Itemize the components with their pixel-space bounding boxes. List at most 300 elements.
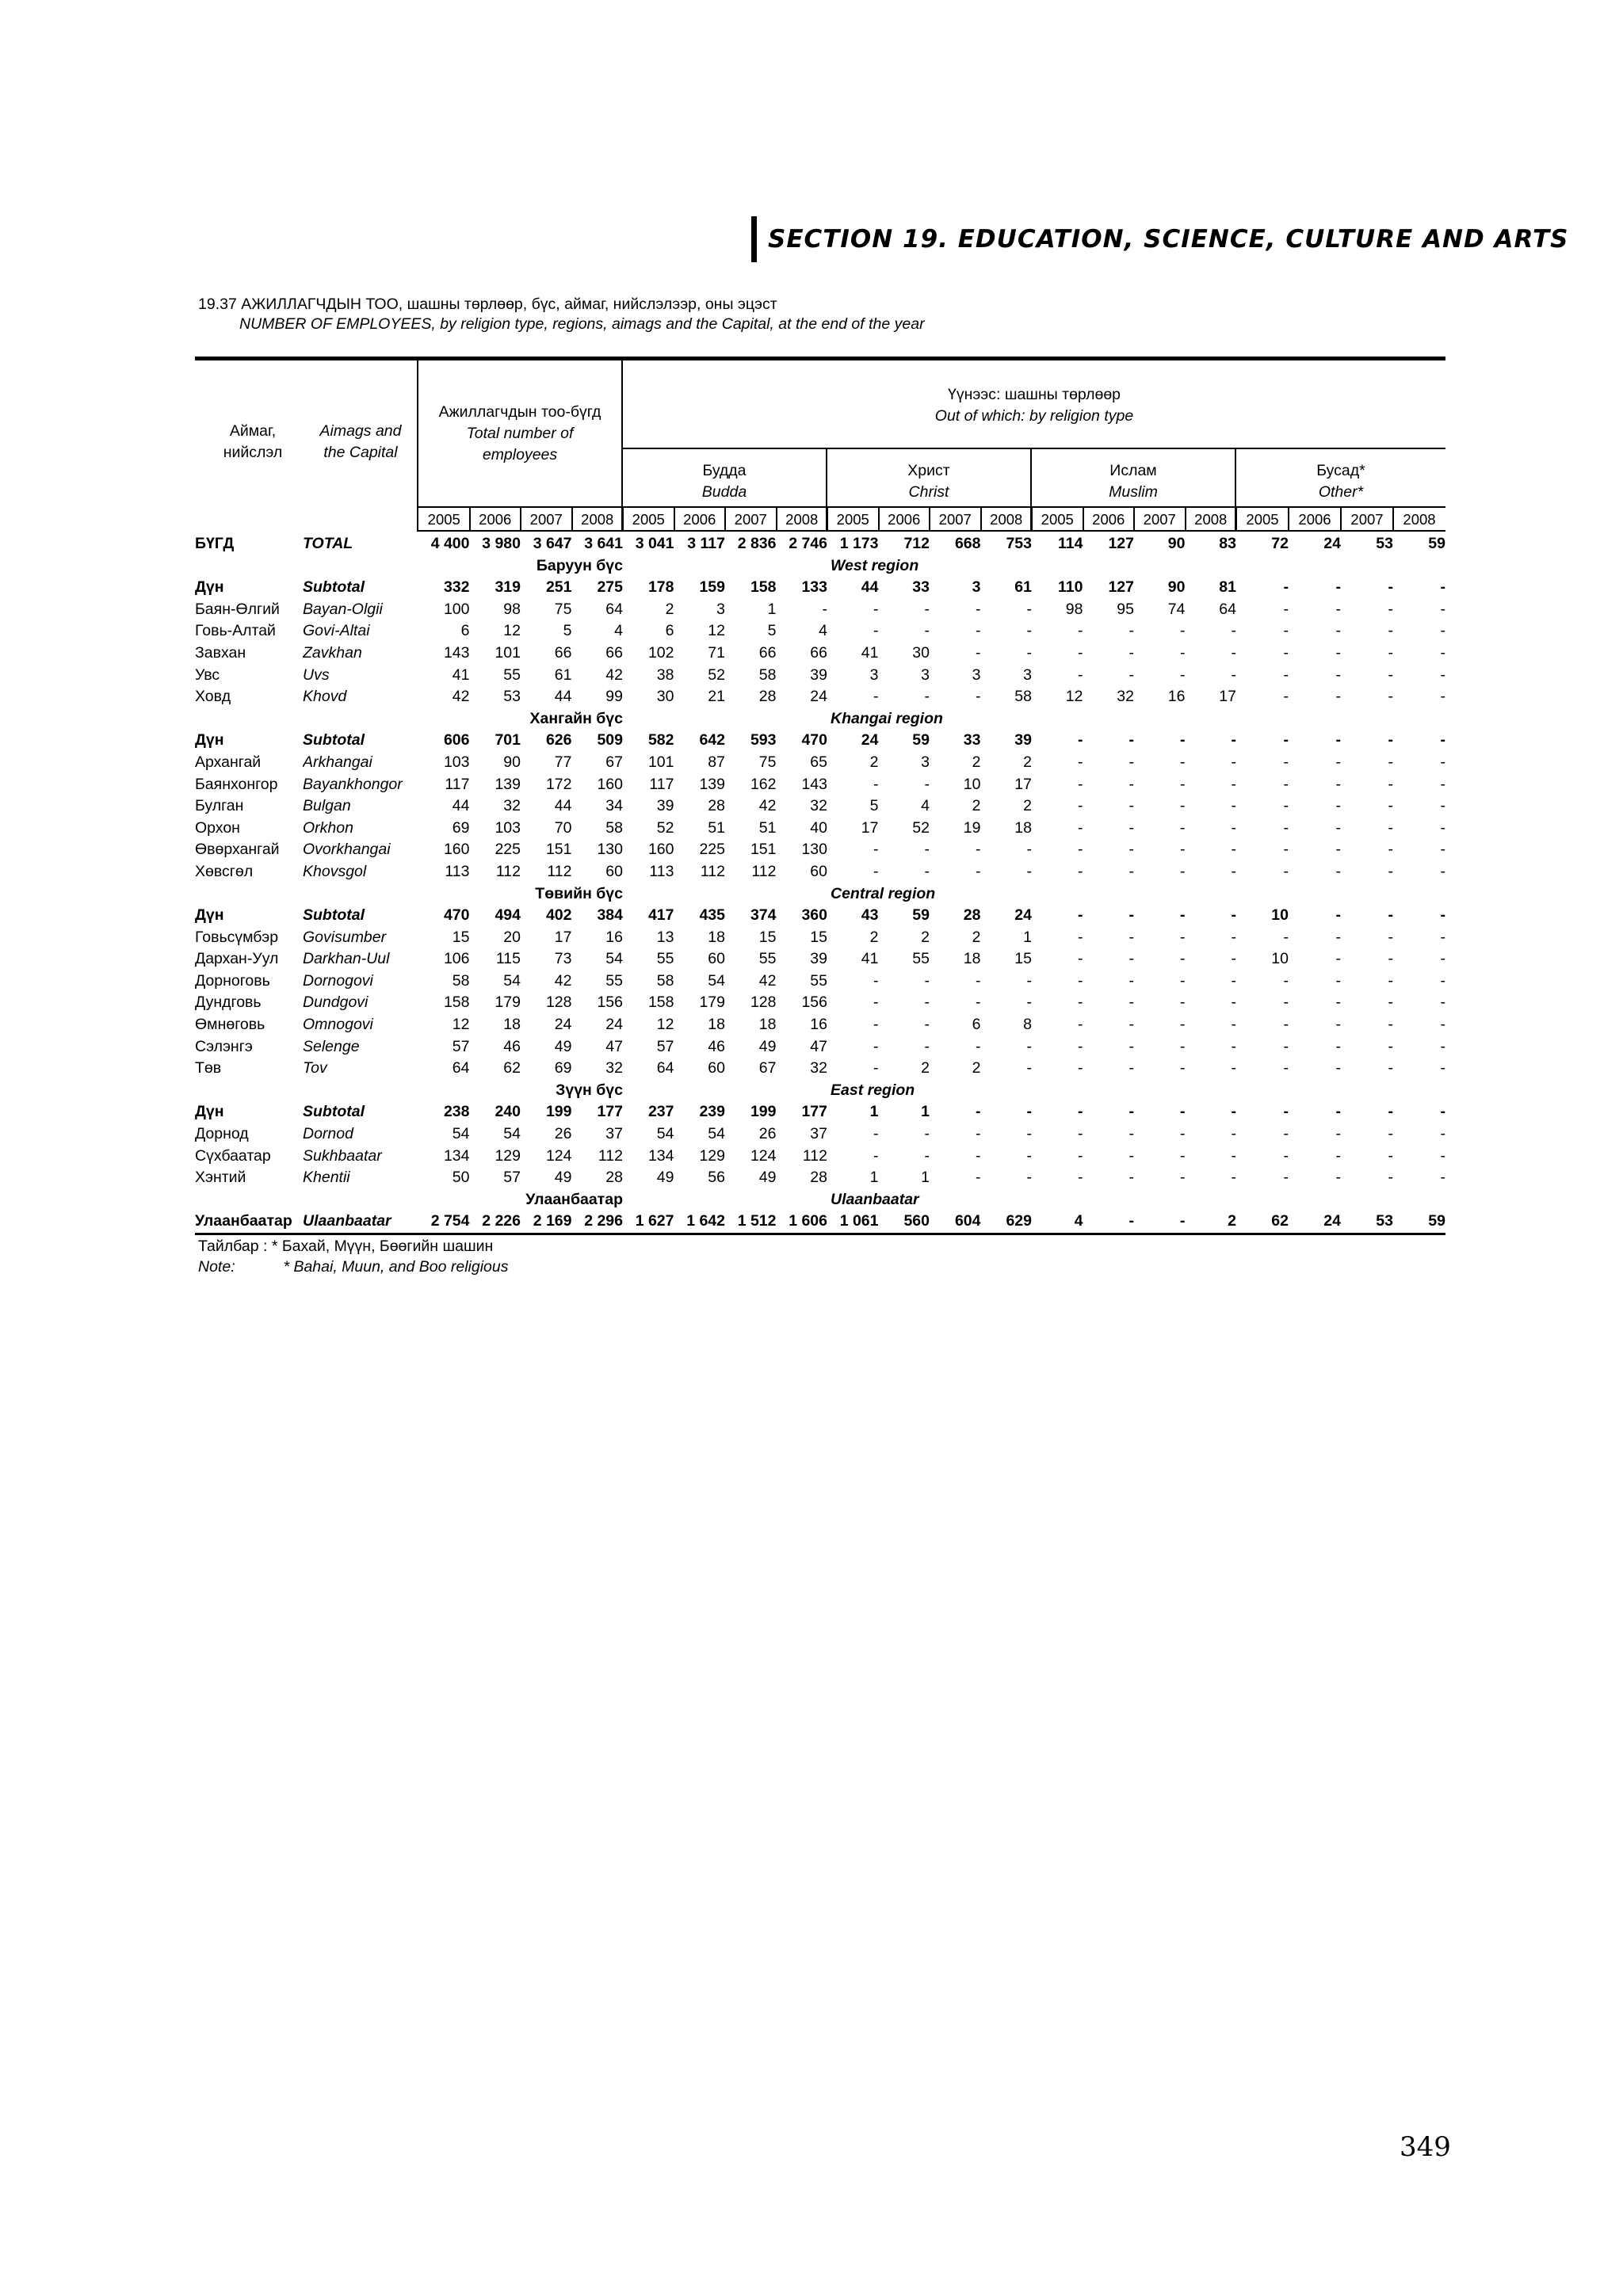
aimag-name-mn: Өвөрхангай — [195, 841, 280, 859]
value-cell: - — [1026, 643, 1032, 662]
value-cell: - — [1078, 753, 1083, 771]
religion-header: Үүнээс: шашны төрлөөр Out of which: by religion type — [934, 386, 1134, 425]
value-cell: 2 — [972, 1059, 981, 1077]
value-cell: - — [1335, 928, 1341, 946]
value-cell: 24 — [605, 1016, 623, 1034]
table-row — [195, 971, 1445, 993]
value-cell: 3 — [1023, 666, 1032, 684]
value-cell: 57 — [503, 1169, 521, 1187]
value-cell: - — [924, 862, 930, 880]
year-cell: 2005 — [1246, 511, 1279, 528]
value-cell: 12 — [708, 622, 725, 640]
value-cell: - — [1128, 928, 1134, 946]
value-cell: - — [1283, 971, 1289, 990]
table-row — [195, 643, 1445, 665]
value-cell: 143 — [801, 775, 827, 793]
value-cell: - — [1026, 862, 1032, 880]
value-cell: 64 — [605, 600, 623, 618]
value-cell: - — [873, 1125, 879, 1143]
value-cell: - — [1128, 841, 1134, 859]
value-cell: - — [1180, 643, 1186, 662]
year-cell: 2008 — [1194, 511, 1228, 528]
value-cell: 606 — [443, 731, 470, 749]
value-cell: 127 — [1108, 578, 1134, 597]
value-cell: - — [1078, 818, 1083, 837]
value-cell: 39 — [656, 797, 674, 815]
value-cell: 50 — [452, 1169, 470, 1187]
value-cell: 13 — [656, 928, 674, 946]
value-cell: 59 — [1428, 1212, 1445, 1230]
value-cell: - — [1440, 666, 1445, 684]
value-cell: 24 — [861, 731, 879, 749]
value-cell: - — [1180, 1212, 1186, 1230]
value-cell: - — [1128, 1059, 1134, 1077]
value-cell: 39 — [1014, 731, 1032, 749]
value-cell: - — [1231, 971, 1236, 990]
value-cell: - — [976, 1125, 981, 1143]
value-cell: 90 — [1167, 578, 1186, 597]
value-cell: - — [873, 1059, 879, 1077]
value-cell: 151 — [750, 841, 777, 859]
value-cell: - — [1283, 994, 1289, 1012]
page-number: 349 — [1400, 2131, 1451, 2163]
value-cell: - — [1078, 950, 1083, 968]
value-cell: - — [1283, 643, 1289, 662]
value-cell: 64 — [656, 1059, 674, 1077]
value-cell: 95 — [1117, 600, 1134, 618]
aimag-name-mn: Говь-Алтай — [195, 622, 276, 640]
year-cell: 2007 — [1143, 511, 1176, 528]
table-row — [195, 1101, 1445, 1123]
value-cell: 30 — [912, 643, 930, 662]
value-cell: - — [1388, 688, 1393, 706]
value-cell: - — [1440, 841, 1445, 859]
value-cell: 151 — [545, 841, 572, 859]
value-cell: 53 — [1376, 535, 1393, 552]
value-cell: - — [1180, 1103, 1186, 1121]
value-cell: - — [873, 1016, 879, 1034]
value-cell: 101 — [495, 643, 521, 662]
islam-header: Ислам Muslim — [1109, 462, 1158, 501]
value-cell: - — [1180, 1016, 1186, 1034]
value-cell: 58 — [452, 971, 470, 990]
value-cell: - — [1440, 950, 1445, 968]
value-cell: - — [1335, 797, 1341, 815]
value-cell: 42 — [605, 666, 623, 684]
aimag-name-en: Ulaanbaatar — [303, 1212, 391, 1230]
value-cell: - — [1026, 622, 1032, 640]
value-cell: 24 — [554, 1016, 572, 1034]
value-cell: 30 — [656, 688, 674, 706]
aimag-name-mn: Дүн — [195, 578, 224, 597]
value-cell: - — [1128, 862, 1134, 880]
table-row — [195, 730, 1445, 752]
region-row — [195, 883, 1445, 906]
value-cell: - — [1440, 775, 1445, 793]
value-cell: - — [1283, 1146, 1289, 1165]
value-cell: - — [873, 622, 879, 640]
value-cell: 112 — [547, 862, 572, 880]
value-cell: 60 — [810, 862, 827, 880]
value-cell: 43 — [861, 906, 879, 925]
aimag-header-en: Aimags and the Capital — [319, 422, 402, 461]
value-cell: 139 — [699, 775, 725, 793]
aimag-name-en: Khovd — [303, 688, 347, 706]
value-cell: - — [1283, 753, 1289, 771]
value-cell: - — [976, 994, 981, 1012]
value-cell: - — [1078, 906, 1083, 925]
value-cell: 28 — [708, 797, 725, 815]
total-header: Ажиллагчдын тоо-бүгд Total number of employees — [438, 403, 601, 463]
value-cell: 32 — [503, 797, 521, 815]
value-cell: 26 — [554, 1125, 572, 1143]
value-cell: 1 627 — [635, 1212, 674, 1230]
aimag-name-mn: Баянхонгор — [195, 775, 278, 793]
value-cell: 3 — [972, 666, 981, 684]
value-cell: - — [1388, 1016, 1393, 1034]
value-cell: - — [1078, 1169, 1083, 1187]
region-row — [195, 555, 1445, 578]
value-cell: 130 — [801, 841, 827, 859]
value-cell: - — [1335, 1146, 1341, 1165]
value-cell: - — [1440, 906, 1445, 925]
aimag-name-mn: Дорноговь — [195, 971, 270, 990]
value-cell: 21 — [708, 688, 725, 706]
value-cell: 47 — [605, 1037, 623, 1055]
value-cell: - — [924, 600, 930, 618]
value-cell: - — [1335, 906, 1341, 925]
aimag-name-mn: Сүхбаатар — [195, 1146, 271, 1165]
value-cell: 58 — [758, 666, 777, 684]
table-row — [195, 992, 1445, 1014]
value-cell: - — [1283, 1059, 1289, 1077]
value-cell: 10 — [963, 775, 981, 793]
value-cell: 2 — [921, 928, 930, 946]
value-cell: 129 — [699, 1146, 725, 1165]
value-cell: 360 — [801, 906, 827, 925]
value-cell: - — [1231, 862, 1236, 880]
table-row — [195, 686, 1445, 708]
value-cell: 40 — [810, 818, 827, 837]
value-cell: - — [1335, 818, 1341, 837]
value-cell: 54 — [503, 971, 521, 990]
value-cell: - — [1440, 994, 1445, 1012]
aimag-name-mn: Дархан-Уул — [195, 950, 279, 968]
budda-header: Будда Budda — [701, 462, 747, 501]
region-row — [195, 1189, 1445, 1211]
value-cell: - — [1388, 1103, 1393, 1121]
value-cell: 435 — [699, 906, 725, 925]
region-name-mn: Хангайн бүс — [529, 709, 623, 727]
value-cell: 3 — [716, 600, 725, 618]
value-cell: - — [976, 643, 981, 662]
value-cell: - — [1231, 1146, 1236, 1165]
table-row — [195, 577, 1445, 599]
value-cell: 60 — [708, 1059, 725, 1077]
value-cell: - — [1335, 1037, 1341, 1055]
value-cell: 626 — [545, 731, 572, 749]
value-cell: 179 — [495, 994, 521, 1012]
value-cell: 15 — [810, 928, 827, 946]
aimag-name-mn: Дүн — [195, 731, 224, 749]
year-cell: 2005 — [1041, 511, 1074, 528]
value-cell: 59 — [1428, 535, 1445, 552]
value-cell: - — [924, 1016, 930, 1034]
region-name-mn: Төвийн бүс — [535, 884, 623, 902]
value-cell: - — [1128, 1103, 1134, 1121]
aimag-name-mn: Завхан — [195, 643, 246, 662]
value-cell: - — [1335, 950, 1341, 968]
value-cell: - — [1231, 841, 1236, 859]
value-cell: 28 — [963, 906, 981, 925]
value-cell: 2 — [1023, 797, 1032, 815]
value-cell: - — [1388, 950, 1393, 968]
value-cell: 1 061 — [839, 1212, 879, 1230]
value-cell: 53 — [503, 688, 521, 706]
section-bar — [751, 216, 757, 262]
value-cell: - — [1283, 818, 1289, 837]
value-cell: - — [1388, 1169, 1393, 1187]
value-cell: 4 — [1074, 1212, 1083, 1230]
value-cell: - — [1440, 622, 1445, 640]
value-cell: 177 — [801, 1103, 827, 1121]
table-row — [195, 665, 1445, 687]
value-cell: - — [1440, 818, 1445, 837]
value-cell: 42 — [758, 797, 777, 815]
value-cell: 87 — [708, 753, 725, 771]
value-cell: 19 — [963, 818, 981, 837]
value-cell: 103 — [443, 753, 470, 771]
value-cell: - — [1440, 1037, 1445, 1055]
value-cell: - — [924, 1146, 930, 1165]
value-cell: - — [1180, 818, 1186, 837]
value-cell: 52 — [912, 818, 930, 837]
value-cell: 158 — [443, 994, 470, 1012]
value-cell: - — [1388, 1059, 1393, 1077]
value-cell: - — [1180, 862, 1186, 880]
value-cell: - — [1231, 753, 1236, 771]
aimag-name-mn: Орхон — [195, 818, 240, 837]
value-cell: - — [1335, 753, 1341, 771]
value-cell: 172 — [545, 775, 572, 793]
value-cell: - — [1026, 1103, 1032, 1121]
value-cell: 5 — [869, 797, 879, 815]
aimag-name-mn: БҮГД — [195, 535, 235, 552]
value-cell: 42 — [758, 971, 777, 990]
value-cell: 139 — [495, 775, 521, 793]
value-cell: 1 — [921, 1103, 930, 1121]
value-cell: 33 — [912, 578, 930, 597]
value-cell: 225 — [495, 841, 521, 859]
value-cell: 46 — [708, 1037, 725, 1055]
value-cell: 51 — [758, 818, 777, 837]
value-cell: 53 — [1376, 1212, 1393, 1230]
value-cell: - — [1231, 994, 1236, 1012]
aimag-name-en: Dundgovi — [303, 994, 369, 1012]
value-cell: - — [924, 775, 930, 793]
value-cell: - — [1128, 971, 1134, 990]
value-cell: - — [1283, 1037, 1289, 1055]
value-cell: - — [1078, 643, 1083, 662]
value-cell: - — [1128, 643, 1134, 662]
value-cell: 417 — [647, 906, 674, 925]
value-cell: - — [1180, 666, 1186, 684]
value-cell: 1 642 — [686, 1212, 725, 1230]
region-name-en: West region — [831, 556, 919, 574]
value-cell: 24 — [810, 688, 827, 706]
value-cell: 127 — [1108, 535, 1134, 552]
value-cell: 2 746 — [789, 535, 827, 552]
value-cell: - — [1388, 753, 1393, 771]
value-cell: 12 — [1065, 688, 1083, 706]
value-cell: 90 — [503, 753, 521, 771]
value-cell: 112 — [598, 1146, 623, 1165]
value-cell: 133 — [801, 578, 827, 597]
value-cell: 114 — [1058, 535, 1083, 552]
value-cell: - — [1231, 928, 1236, 946]
region-name-en: East region — [831, 1081, 915, 1099]
value-cell: 38 — [656, 666, 674, 684]
value-cell: - — [1335, 600, 1341, 618]
value-cell: 64 — [452, 1059, 470, 1077]
value-cell: 159 — [699, 578, 725, 597]
value-cell: - — [1388, 731, 1393, 749]
value-cell: 18 — [708, 928, 725, 946]
value-cell: - — [873, 600, 879, 618]
value-cell: 2 169 — [533, 1212, 572, 1230]
value-cell: - — [1078, 666, 1083, 684]
value-cell: - — [1283, 928, 1289, 946]
aimag-name-en: Arkhangai — [303, 753, 372, 771]
value-cell: 81 — [1219, 578, 1236, 597]
region-name-en: Khangai region — [831, 709, 943, 727]
value-cell: - — [1128, 731, 1134, 749]
value-cell: - — [1335, 688, 1341, 706]
value-cell: - — [1388, 666, 1393, 684]
value-cell: 130 — [597, 841, 623, 859]
table-row — [195, 948, 1445, 971]
value-cell: 115 — [495, 950, 521, 968]
value-cell: - — [1283, 1016, 1289, 1034]
value-cell: - — [1388, 622, 1393, 640]
value-cell: 69 — [452, 818, 470, 837]
aimag-name-mn: Дүн — [195, 906, 224, 925]
aimag-name-en: Govisumber — [303, 928, 387, 946]
value-cell: 2 — [869, 928, 879, 946]
table-row — [195, 1014, 1445, 1036]
value-cell: 59 — [912, 731, 930, 749]
value-cell: - — [1388, 643, 1393, 662]
value-cell: 106 — [443, 950, 470, 968]
value-cell: 44 — [554, 797, 572, 815]
value-cell: 34 — [605, 797, 623, 815]
value-cell: - — [1335, 841, 1341, 859]
value-cell: 128 — [750, 994, 777, 1012]
aimag-name-mn: Ховд — [195, 688, 231, 706]
year-cell: 2008 — [581, 511, 614, 528]
note-en-label: Note: — [198, 1258, 235, 1276]
value-cell: 3 — [921, 666, 930, 684]
value-cell: 225 — [699, 841, 725, 859]
value-cell: 509 — [597, 731, 623, 749]
value-cell: - — [1078, 731, 1083, 749]
value-cell: - — [1283, 1125, 1289, 1143]
value-cell: - — [976, 1146, 981, 1165]
value-cell: 57 — [656, 1037, 674, 1055]
value-cell: 2 836 — [737, 535, 777, 552]
value-cell: - — [1388, 971, 1393, 990]
value-cell: - — [924, 622, 930, 640]
value-cell: 39 — [810, 666, 827, 684]
value-cell: - — [1078, 994, 1083, 1012]
value-cell: 59 — [912, 906, 930, 925]
value-cell: - — [976, 622, 981, 640]
value-cell: 49 — [656, 1169, 674, 1187]
value-cell: 134 — [647, 1146, 674, 1165]
value-cell: 18 — [758, 1016, 777, 1034]
value-cell: 3 — [972, 578, 981, 597]
table-title-en: NUMBER OF EMPLOYEES, by religion type, regions, aimags and the Capital, at the end of the year — [239, 315, 925, 333]
value-cell: 90 — [1167, 535, 1186, 552]
aimag-name-mn: Төв — [195, 1059, 222, 1077]
value-cell: - — [976, 1037, 981, 1055]
value-cell: - — [1388, 928, 1393, 946]
table-row — [195, 927, 1445, 949]
table-row — [195, 839, 1445, 861]
value-cell: - — [924, 688, 930, 706]
value-cell: - — [1283, 1103, 1289, 1121]
value-cell: - — [1440, 1059, 1445, 1077]
value-cell: - — [1078, 1125, 1083, 1143]
aimag-name-mn: Дорнод — [195, 1125, 249, 1143]
note-mn: Тайлбар : * Бахай, Мүүн, Бөөгийн шашин — [198, 1238, 494, 1255]
value-cell: 156 — [801, 994, 827, 1012]
table-header — [195, 360, 1445, 533]
value-cell: - — [1388, 841, 1393, 859]
value-cell: - — [924, 1125, 930, 1143]
value-cell: 32 — [810, 1059, 827, 1077]
aimag-name-mn: Хэнтий — [195, 1169, 246, 1187]
region-row — [195, 1080, 1445, 1102]
value-cell: 1 — [921, 1169, 930, 1187]
value-cell: 16 — [605, 928, 623, 946]
value-cell: 42 — [452, 688, 470, 706]
value-cell: - — [1283, 1169, 1289, 1187]
value-cell: - — [1128, 1037, 1134, 1055]
year-cell: 2007 — [1350, 511, 1384, 528]
value-cell: 54 — [656, 1125, 674, 1143]
value-cell: - — [1440, 600, 1445, 618]
note-en — [198, 1258, 508, 1276]
value-cell: 64 — [1219, 600, 1236, 618]
value-cell: - — [1180, 1125, 1186, 1143]
value-cell: - — [1283, 622, 1289, 640]
value-cell: - — [1231, 1103, 1236, 1121]
value-cell: - — [873, 1037, 879, 1055]
value-cell: 2 — [1228, 1212, 1236, 1230]
aimag-name-en: Omnogovi — [303, 1016, 373, 1034]
value-cell: - — [1128, 797, 1134, 815]
value-cell: - — [1388, 818, 1393, 837]
value-cell: - — [1128, 753, 1134, 771]
data-table — [195, 533, 1445, 1233]
value-cell: - — [1231, 1059, 1236, 1077]
value-cell: 701 — [495, 731, 521, 749]
value-cell: - — [1283, 600, 1289, 618]
value-cell: 49 — [758, 1169, 777, 1187]
value-cell: 112 — [495, 862, 521, 880]
region-name-mn: Зүүн бүс — [556, 1081, 623, 1099]
